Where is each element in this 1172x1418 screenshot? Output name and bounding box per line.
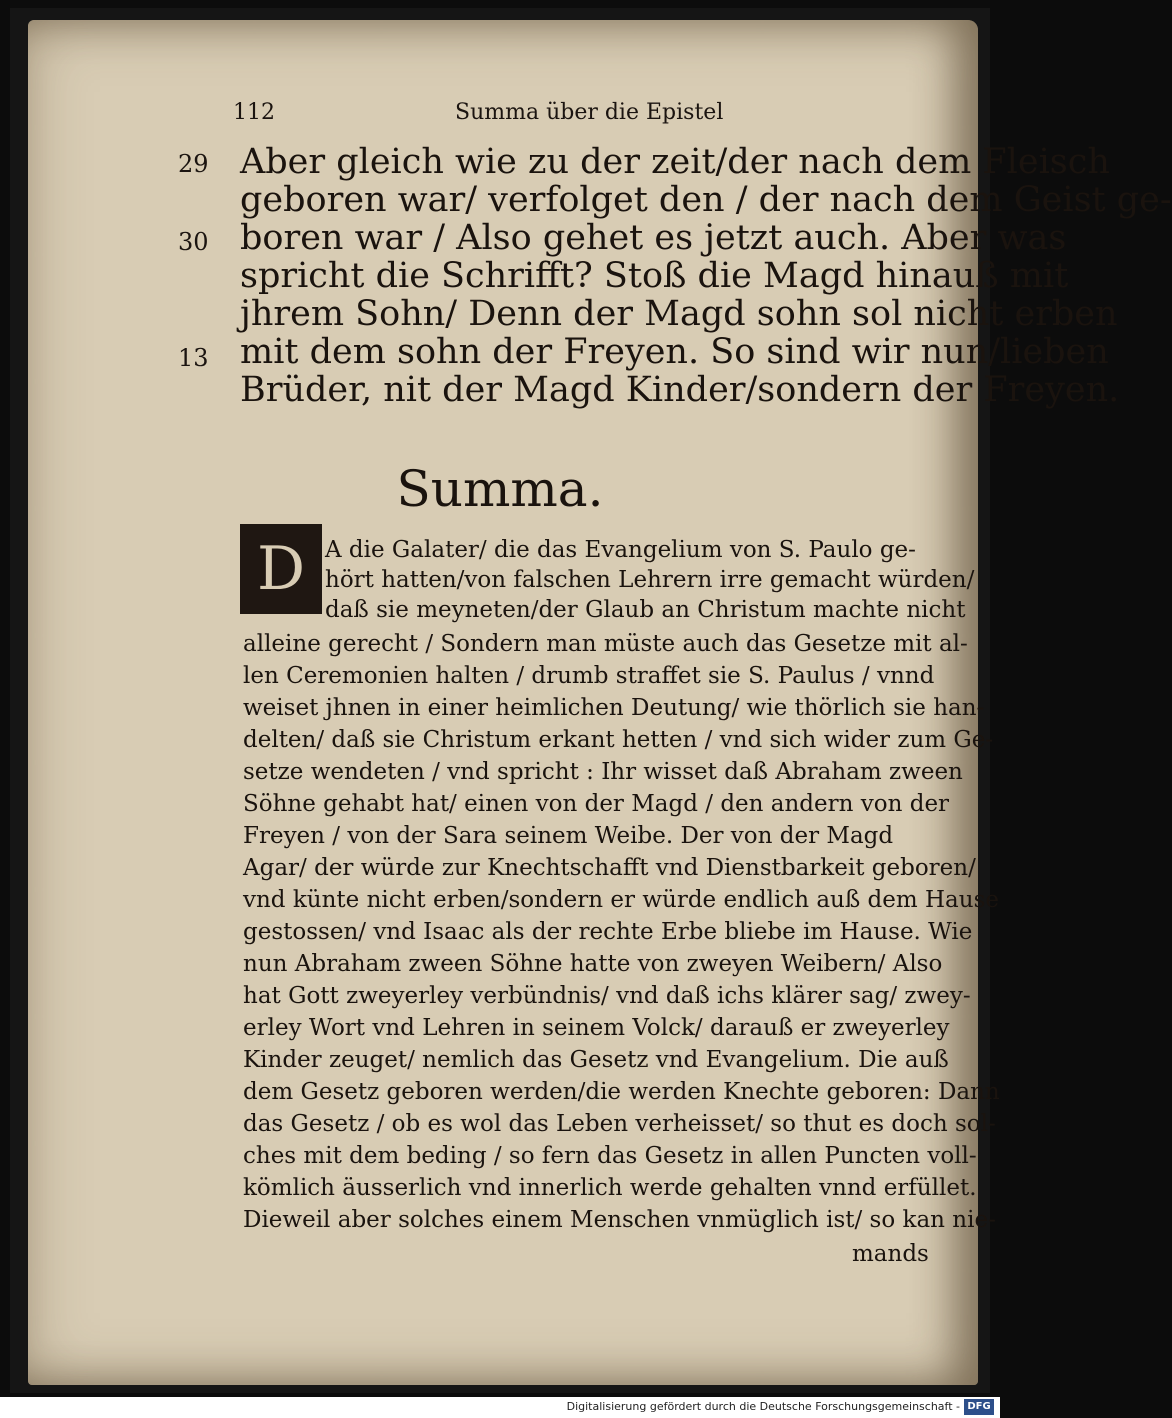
section-heading: Summa. [396,460,604,518]
decorated-initial: D [240,524,322,614]
verse-number: 13 [178,344,209,372]
footer-bar [0,1397,1000,1418]
body-line: delten/ daß sie Christum erkant hetten / vnd sich wider zum Ge- [243,727,994,753]
body-line: A die Galater/ die das Evangelium von S. Paulo ge- [325,537,916,563]
body-line: erley Wort vnd Lehren in seinem Volck/ darauß er zweyerley [243,1015,950,1041]
verse-line: jhrem Sohn/ Denn der Magd sohn sol nicht erben [240,294,1118,334]
verse-line: geboren war/ verfolget den / der nach dem Geist ge- [240,180,1172,220]
body-line: das Gesetz / ob es wol das Leben verheisset/ so thut es doch sol- [243,1111,996,1137]
body-line: alleine gerecht / Sondern man müste auch das Gesetze mit al- [243,631,968,657]
body-line: dem Gesetz geboren werden/die werden Knechte geboren: Dann [243,1079,1000,1105]
body-line: weiset jhnen in einer heimlichen Deutung/ wie thörlich sie han- [243,695,985,721]
catchword: mands [852,1241,929,1267]
body-line: gestossen/ vnd Isaac als der rechte Erbe bliebe im Hause. Wie [243,919,973,945]
body-line: hat Gott zweyerley verbündnis/ vnd daß ichs klärer sag/ zwey- [243,983,971,1009]
body-line: Agar/ der würde zur Knechtschafft vnd Dienstbarkeit geboren/ [243,855,976,881]
body-line: nun Abraham zween Söhne hatte von zweyen Weibern/ Also [243,951,943,977]
footer-credit: Digitalisierung gefördert durch die Deutsche Forschungsgemeinschaft - [566,1400,960,1413]
body-line: vnd künte nicht erben/sondern er würde endlich auß dem Hause [243,887,999,913]
verse-number: 30 [178,228,209,256]
body-line: setze wendeten / vnd spricht : Ihr wisset daß Abraham zween [243,759,963,785]
verse-line: mit dem sohn der Freyen. So sind wir nun/lieben [240,332,1109,372]
verse-number: 29 [178,150,209,178]
page-number: 112 [233,100,275,125]
body-line: Söhne gehabt hat/ einen von der Magd / den andern von der [243,791,950,817]
verse-line: boren war / Also gehet es jetzt auch. Aber was [240,218,1067,258]
running-head [205,100,725,134]
body-line: hört hatten/von falschen Lehrern irre gemacht würden/ [325,567,975,593]
body-line: Kinder zeuget/ nemlich das Gesetz vnd Evangelium. Die auß [243,1047,949,1073]
verse-line: spricht die Schrifft? Stoß die Magd hinauß mit [240,256,1069,296]
body-line: Dieweil aber solches einem Menschen vnmüglich ist/ so kan nie- [243,1207,996,1233]
body-line: ches mit dem beding / so fern das Gesetz in allen Puncten voll- [243,1143,977,1169]
body-line: Freyen / von der Sara seinem Weibe. Der von der Magd [243,823,894,849]
running-title: Summa über die Epistel [455,100,724,125]
body-line: len Ceremonien halten / drumb straffet sie S. Paulus / vnnd [243,663,935,689]
verse-line: Aber gleich wie zu der zeit/der nach dem Fleisch [240,142,1110,182]
body-line: daß sie meyneten/der Glaub an Christum machte nicht [325,597,966,623]
verse-line: Brüder, nit der Magd Kinder/sondern der Freyen. [240,370,1120,410]
dfg-logo-icon: DFG [964,1399,994,1415]
body-line: kömlich äusserlich vnd innerlich werde gehalten vnnd erfüllet. [243,1175,977,1201]
